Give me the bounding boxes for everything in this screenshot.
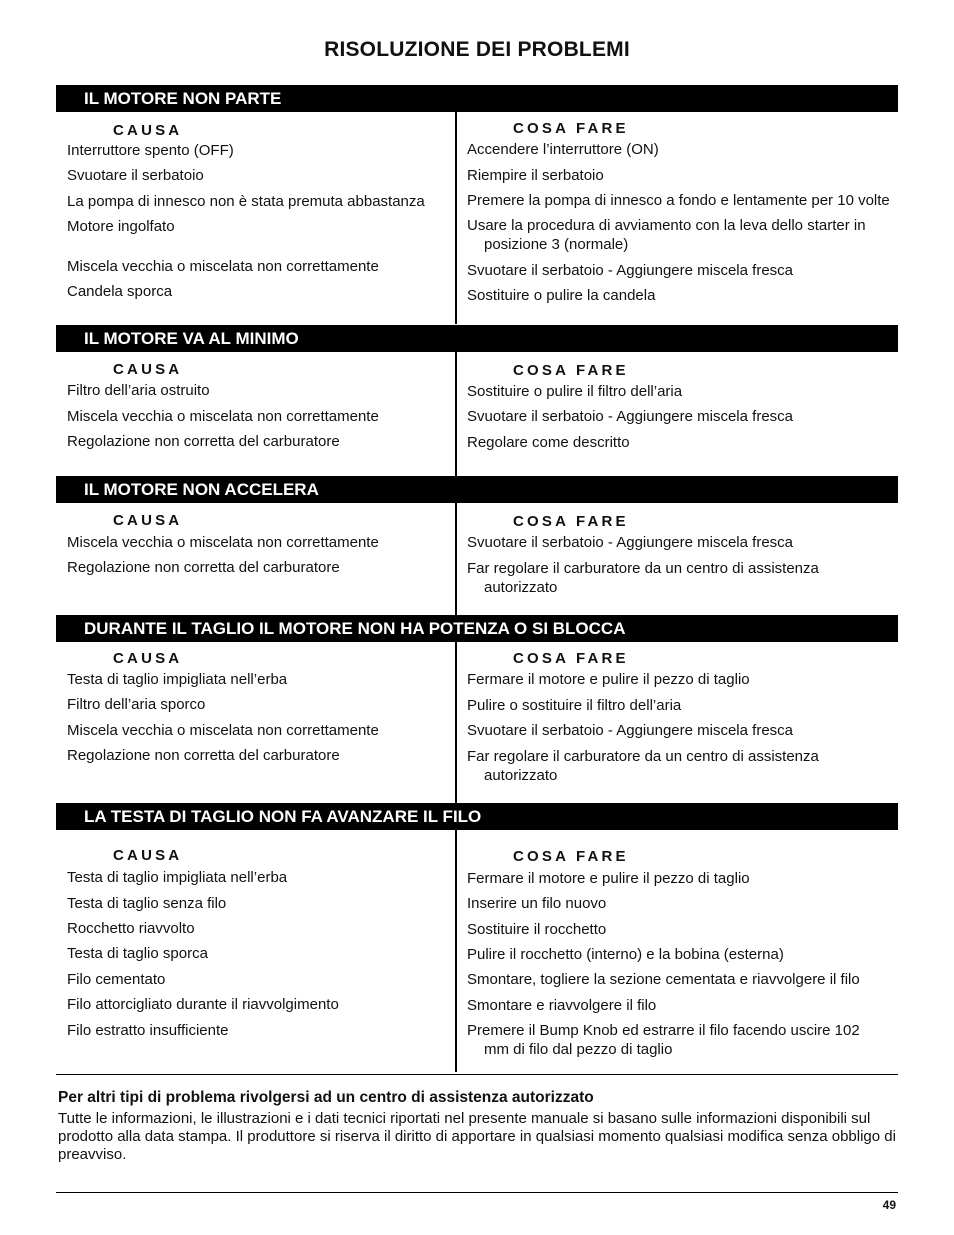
cause-column	[67, 642, 452, 764]
footer-note-title: Per altri tipi di problema rivolgersi ad un centro di assistenza autorizzato	[58, 1089, 594, 1106]
section-testa-di-taglio	[56, 803, 898, 1072]
footer-rule	[56, 1192, 898, 1193]
column-divider	[455, 642, 457, 803]
cause-column	[67, 352, 452, 450]
cause-item: Rocchetto riavvolto	[67, 920, 195, 937]
cause-item: Filo estratto insufficiente	[67, 1022, 229, 1039]
cause-item: Testa di taglio impigliata nell’erba	[67, 869, 288, 886]
action-item: Svuotare il serbatoio - Aggiungere miscela fresca	[467, 534, 794, 551]
action-item: Svuotare il serbatoio - Aggiungere miscela fresca	[467, 722, 794, 739]
cause-header: CAUSA	[113, 361, 183, 378]
cause-header: CAUSA	[113, 650, 183, 667]
action-column	[467, 503, 898, 596]
action-item: Pulire il rocchetto (interno) e la bobina (esterna)	[467, 946, 784, 963]
section-title: DURANTE IL TAGLIO IL MOTORE NON HA POTENZA O SI BLOCCA	[56, 615, 898, 642]
action-item: Inserire un filo nuovo	[467, 895, 607, 912]
cause-item: Interruttore spento (OFF)	[67, 142, 234, 159]
cause-item: Regolazione non corretta del carburatore	[67, 747, 340, 764]
cause-item: Regolazione non corretta del carburatore	[67, 559, 340, 576]
action-item: Accendere l’interruttore (ON)	[467, 141, 659, 158]
cause-item: Miscela vecchia o miscelata non correttamente	[67, 408, 379, 425]
section-durante-il-taglio	[56, 615, 898, 803]
action-item: Sostituire il rocchetto	[467, 921, 607, 938]
page-title: RISOLUZIONE DEI PROBLEMI	[324, 38, 630, 61]
cause-item: Miscela vecchia o miscelata non correttamente	[67, 722, 379, 739]
action-header: COSA FARE	[513, 362, 629, 379]
action-item: Svuotare il serbatoio - Aggiungere miscela fresca	[467, 262, 794, 279]
cause-item: Testa di taglio impigliata nell’erba	[67, 671, 288, 688]
column-divider	[455, 503, 457, 615]
cause-item: Miscela vecchia o miscelata non correttamente	[67, 258, 379, 275]
cause-header: CAUSA	[113, 847, 183, 864]
action-item: Sostituire o pulire la candela	[467, 287, 656, 304]
cause-item: Filo attorcigliato durante il riavvolgimento	[67, 996, 339, 1013]
section-rule	[56, 1074, 898, 1075]
footer-note-text: Tutte le informazioni, le illustrazioni e i dati tecnici riportati nel presente manuale si basano sulle informazioni disponibili sul prodotto alla data stampa. Il produttore si riserva il diritto di apportare in qualsiasi momento qualsiasi modifica senza obbligo di preavviso.	[58, 1110, 896, 1163]
cause-column	[67, 503, 452, 576]
cause-item: Regolazione non corretta del carburatore	[67, 433, 340, 450]
action-header: COSA FARE	[513, 120, 629, 137]
action-item: Smontare e riavvolgere il filo	[467, 997, 657, 1014]
column-divider	[455, 112, 457, 324]
action-item: Smontare, togliere la sezione cementata e riavvolgere il filo	[467, 971, 860, 988]
column-divider	[455, 352, 457, 476]
section-motore-non-accelera	[56, 476, 898, 615]
section-title: IL MOTORE NON PARTE	[56, 85, 898, 112]
section-title: IL MOTORE VA AL MINIMO	[56, 325, 898, 352]
page-number: 49	[882, 1198, 896, 1212]
action-item: Far regolare il carburatore da un centro di assistenza autorizzato	[467, 748, 819, 784]
action-column	[467, 352, 898, 451]
action-column	[467, 642, 898, 784]
action-header: COSA FARE	[513, 848, 629, 865]
section-motore-non-parte	[56, 85, 898, 324]
cause-header: CAUSA	[113, 122, 183, 139]
action-header: COSA FARE	[513, 650, 629, 667]
action-item: Premere la pompa di innesco a fondo e lentamente per 10 volte	[467, 192, 890, 209]
action-item: Pulire o sostituire il filtro dell’aria	[467, 697, 682, 714]
action-column	[467, 830, 898, 1058]
cause-item: Miscela vecchia o miscelata non correttamente	[67, 534, 379, 551]
action-header: COSA FARE	[513, 513, 629, 530]
cause-column	[67, 112, 452, 300]
cause-item: Motore ingolfato	[67, 218, 175, 235]
action-item: Fermare il motore e pulire il pezzo di taglio	[467, 671, 750, 688]
cause-item: Filtro dell’aria sporco	[67, 696, 206, 713]
action-item: Riempire il serbatoio	[467, 167, 604, 184]
section-title: IL MOTORE NON ACCELERA	[56, 476, 898, 503]
cause-item: La pompa di innesco non è stata premuta abbastanza	[67, 193, 425, 210]
action-item: Sostituire o pulire il filtro dell’aria	[467, 383, 683, 400]
cause-item: Svuotare il serbatoio	[67, 167, 204, 184]
cause-header: CAUSA	[113, 512, 183, 529]
cause-column	[67, 830, 452, 1039]
action-item: Usare la procedura di avviamento con la leva dello starter in posizione 3 (normale)	[467, 217, 866, 253]
cause-item: Filtro dell’aria ostruito	[67, 382, 210, 399]
cause-item: Candela sporca	[67, 283, 173, 300]
section-title: LA TESTA DI TAGLIO NON FA AVANZARE IL FILO	[56, 803, 898, 830]
action-item: Svuotare il serbatoio - Aggiungere miscela fresca	[467, 408, 794, 425]
action-item: Regolare come descritto	[467, 434, 630, 451]
action-item: Premere il Bump Knob ed estrarre il filo facendo uscire 102 mm di filo dal pezzo di taglio	[467, 1022, 860, 1058]
action-item: Fermare il motore e pulire il pezzo di taglio	[467, 870, 750, 887]
action-column	[467, 112, 898, 304]
column-divider	[455, 830, 457, 1072]
cause-item: Filo cementato	[67, 971, 166, 988]
cause-item: Testa di taglio sporca	[67, 945, 208, 962]
action-item: Far regolare il carburatore da un centro di assistenza autorizzato	[467, 560, 819, 596]
cause-item: Testa di taglio senza filo	[67, 895, 227, 912]
section-motore-va-al-minimo	[56, 325, 898, 476]
